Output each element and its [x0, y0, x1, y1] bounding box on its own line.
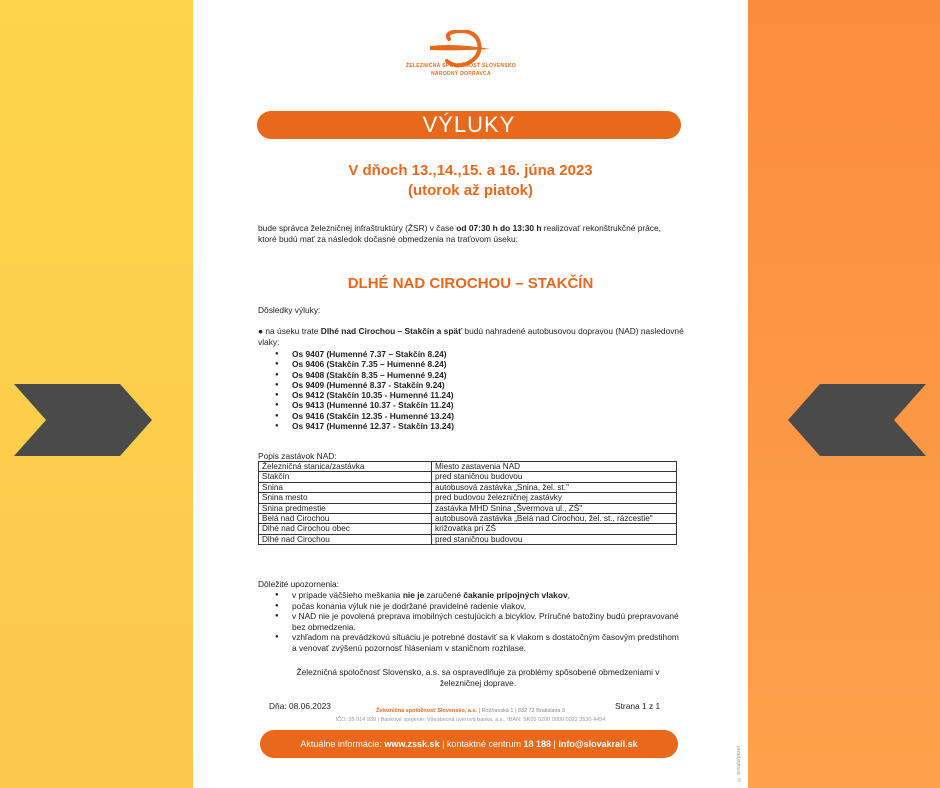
- contact-info-bar: Aktuálne informácie: www.zssk.sk | kontaktné centrum 18 188 | info@slovakrail.sk: [260, 730, 678, 758]
- list-item: ● Os 9412 (Stakčín 10.35 - Humenné 11.24): [275, 390, 454, 400]
- route-title: DLHÉ NAD CIROCHOU – STAKČÍN: [347, 275, 594, 292]
- table-row: Snina predmestie zastávka MHD Snina „Švermova ul., ZŠ": [259, 503, 677, 513]
- list-item: ● vzhľadom na prevádzkovú situáciu je potrebné dostaviť sa k vlakom s dostatočným časovým predstihom a venovať zvýšenú pozornosť hláseniam v staničnom rozhlase.: [275, 632, 685, 653]
- stops-table: [258, 461, 677, 545]
- consequences-label: Dôsledky výluky:: [258, 305, 321, 315]
- list-item: ● Os 9417 (Humenné 12.37 - Stakčín 13.24): [275, 421, 454, 431]
- stops-title: Popis zastávok NAD:: [258, 451, 337, 461]
- notice-document: [193, 0, 748, 788]
- list-item: ● v NAD nie je povolená preprava imobilných cestujúcich a bicyklov. Príručné batožiny budú prepravované bez obmedzenia.: [275, 611, 685, 632]
- list-item: ● Os 9408 (Stakčín 8.35 – Humenné 9.24): [275, 370, 454, 380]
- page-title: VÝLUKY: [257, 111, 681, 139]
- table-header-row: Železničná stanica/zastávka Miesto zastavenia NAD: [259, 462, 677, 472]
- table-row: Stakčín pred staničnou budovou: [259, 472, 677, 482]
- website-link[interactable]: www.zssk.sk: [384, 739, 440, 749]
- chevron-left-icon[interactable]: [788, 384, 926, 456]
- closure-time: od 07:30 h do 13:30 h: [456, 223, 542, 233]
- table-row: Snina autobusová zastávka „Snina, žel. st.": [259, 482, 677, 492]
- list-item: ● Os 9413 (Humenné 10.37 - Stakčín 11.24): [275, 400, 454, 410]
- list-item: ● Os 9407 (Humenné 7.37 – Stakčín 8.24): [275, 349, 454, 359]
- image-credit: © envato/pexel: [736, 746, 742, 782]
- closure-dates: V dňoch 13.,14.,15. a 16. júna 2023: [348, 162, 593, 179]
- affected-section: Dlhé nad Cirochou – Stakčín a späť: [320, 326, 463, 336]
- logo-tagline: NÁRODNÝ DOPRAVCA: [431, 71, 491, 77]
- table-row: Dlhé nad Cirochou pred staničnou budovou: [259, 534, 677, 544]
- list-item: ● Os 9406 (Stakčín 7.35 – Humenné 8.24): [275, 359, 454, 369]
- email-link[interactable]: info@slovakrail.sk: [558, 739, 638, 749]
- chevron-right-icon[interactable]: [14, 384, 152, 456]
- train-list: [275, 349, 454, 431]
- list-item: ● Os 9416 (Stakčín 12.35 - Humenné 13.24): [275, 411, 454, 421]
- list-item: ● počas konania výluk nie je dodržané pravidelné radenie vlakov,: [275, 601, 685, 612]
- intro-paragraph: bude správca železničnej infraštruktúry (ŽSR) v čase od 07:30 h do 13:30 h realizovať rekonštrukčné práce, ktoré budú mať za následok dočasné obmedzenia na traťovom úseku:: [258, 223, 661, 244]
- table-row: Snina mesto pred budovou železničnej zastávky: [259, 493, 677, 503]
- logo-company-name: ŽELEZNIČNÁ SPOLOČNOSŤ SLOVENSKO: [405, 63, 517, 69]
- footer-company: Železničná spoločnosť Slovensko, a.s. | Rožňavská 1 | 832 72 Bratislava 3: [376, 708, 565, 714]
- table-row: Dlhé nad Cirochou obec križovatka pri ZŠ: [259, 524, 677, 534]
- closure-weekdays: (utorok až piatok): [407, 182, 533, 199]
- table-row: Belá nad Cirochou autobusová zastávka „Belá nad Cirochou, žel. st., rázcestie": [259, 514, 677, 524]
- nad-intro-paragraph: ● na úseku trate Dlhé nad Cirochou – Stakčín a späť budú nahradené autobusovou dopravou (NAD) nasledovné vlaky:: [258, 326, 684, 347]
- apology-text: Železničná spoločnosť Slovensko, a.s. sa ospravedlňuje za problémy spôsobené obmedzeniami v železničnej doprave.: [296, 667, 660, 688]
- list-item: ● Os 9409 (Humenné 8.37 - Stakčín 9.24): [275, 380, 454, 390]
- phone-number: 18 188: [523, 739, 551, 749]
- page-number: Strana 1 z 1: [615, 701, 661, 711]
- notices-title: Dôležité upozornenia:: [258, 579, 340, 589]
- footer-bank-details: IČO: 35 914 939 | Bankové spojenie: Všeobecná úverová banka, a.s., IBAN: SK05 0200 0000 0022 3530 4454: [335, 717, 606, 723]
- document-date: Dňa: 08.06.2023: [269, 701, 331, 711]
- list-item: ● v prípade väčšieho meškania nie je zaručené čakanie prípojných vlakov,: [275, 590, 685, 601]
- notices-list: [275, 590, 685, 653]
